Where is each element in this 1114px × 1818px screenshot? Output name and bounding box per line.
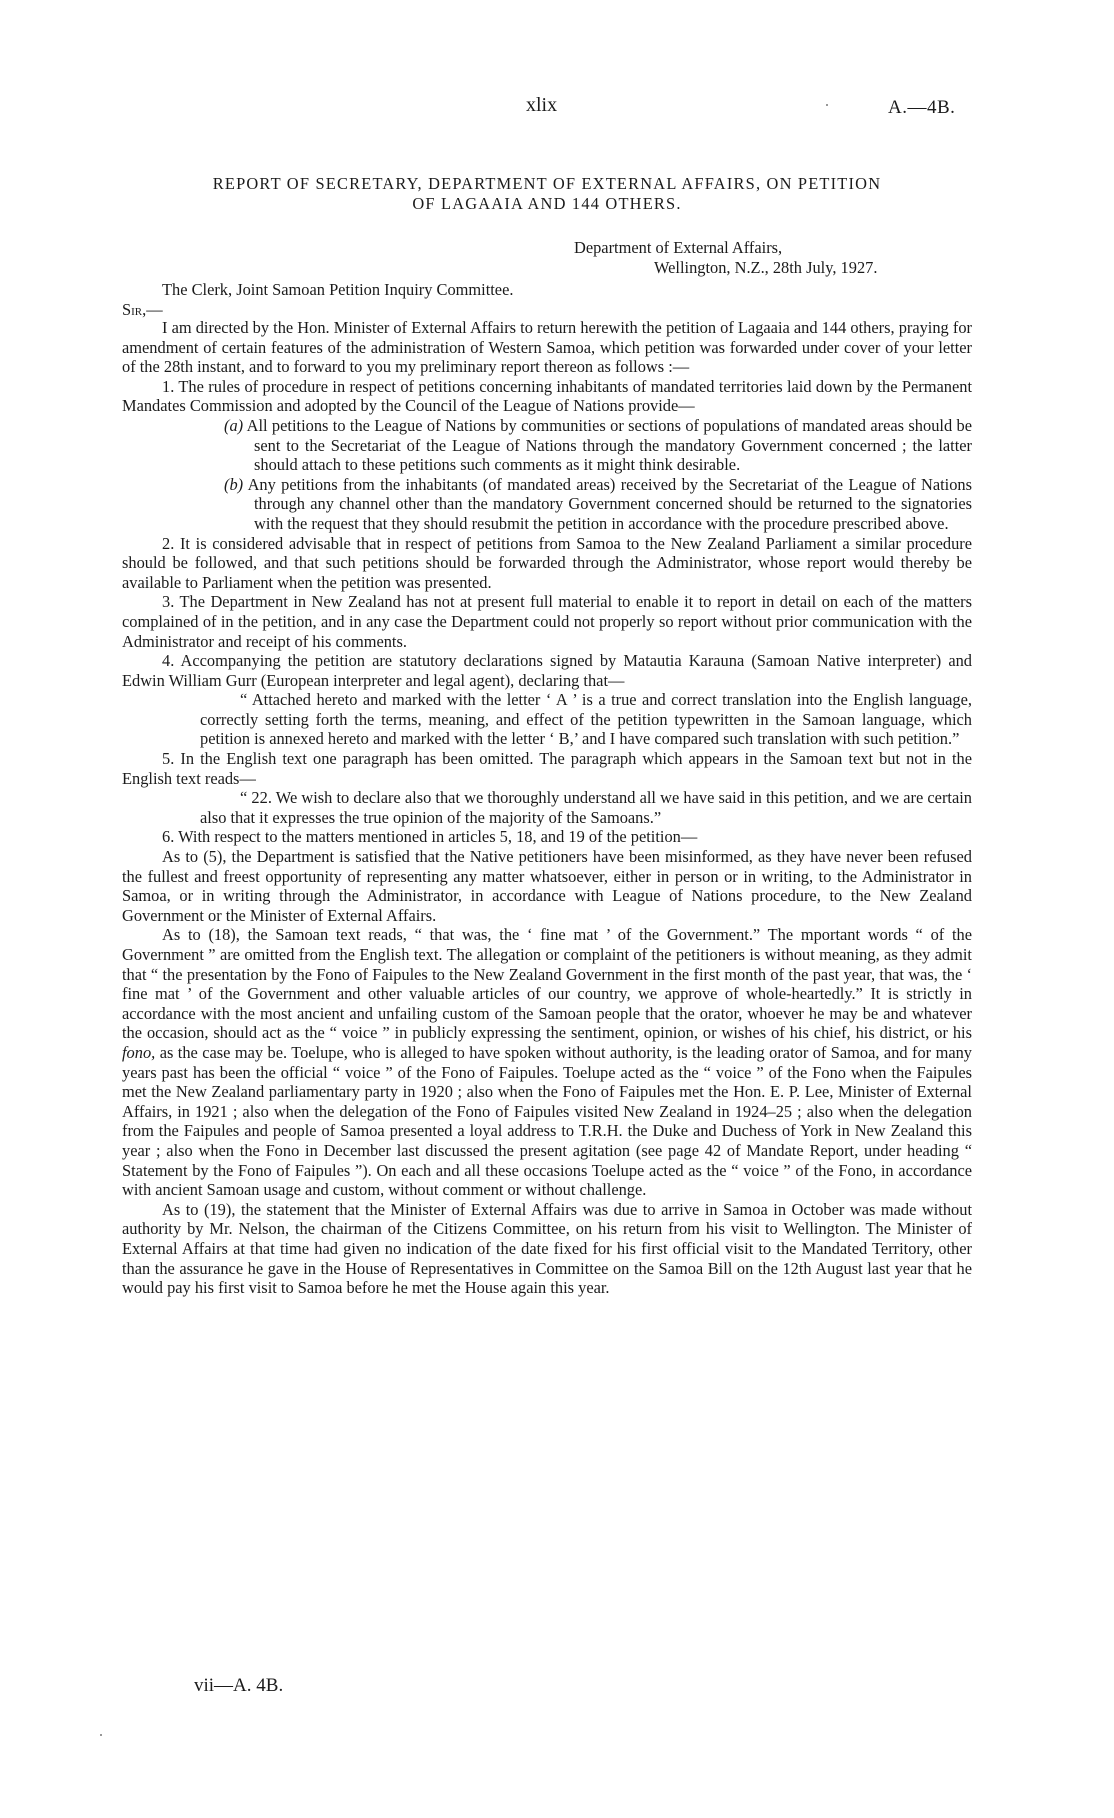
paragraph-5: 5. In the English text one paragraph has been omitted. The paragraph which appears in the Samoan text but not in the English text reads— [122,749,972,788]
addressee: The Clerk, Joint Samoan Petition Inquiry Committee. [162,280,514,299]
sub-item-a-label: (a) [224,415,244,435]
salutation: Sir,— [122,300,163,319]
sub-item-b-text: Any petitions from the inhabitants (of mandated areas) received by the Secretariat of the League of Nations through any channel other than the mandatory Government concerned should be returned to the signatories with the request that they should resubmit the petition in accordance with the procedure prescribed above. [247,474,972,533]
sub-item-a [200,416,972,475]
sender-address-line-2: Wellington, N.Z., 28th July, 1927. [654,258,878,277]
omitted-paragraph-quote: “ 22. We wish to declare also that we thoroughly understand all we have said in this petition, and we are certain also that it expresses the true opinion of the majority of the Samoans.” [200,788,972,827]
report-title-line-2: OF LAGAAIA AND 144 OTHERS. [412,194,682,213]
article-5-response: As to (5), the Department is satisfied that the Native petitioners have been misinformed, as they have never been refused the fullest and freest opportunity of representing any matter whatsoever, either in person or in writing, to the Administrator in Samoa, or in writing through the Administrator, in accordance with League of Nations procedure, to the New Zealand Government or the Minister of External Affairs. [122,847,972,925]
declaration-quote: “ Attached hereto and marked with the letter ‘ A ’ is a true and correct translation into the English language, correctly setting forth the terms, meaning, and effect of the petition typewritten in the Samoan language, which petition is annexed hereto and marked with the letter ‘ B,’ and I have compared such translation with such petition.” [200,690,972,749]
sub-item-a-text: All petitions to the League of Nations by communities or sections of populations of mandated areas should be sent to the Secretariat of the League of Nations through the mandatory Government concerned ; the latter should attach to these petitions such comments as it might think desirable. [246,415,972,475]
letter-body [122,318,972,1298]
sub-item-b [200,475,972,534]
article-18-text-a: As to (18), the Samoan text reads, “ that was, the ‘ fine mat ’ of the Government.” The mportant words “ of the Government ” are omitted from the English text. The allegation or complaint of the petitioners is without meaning, as they admit that “ the presentation by the Fono of Faipules to the New Zealand Government in the first month of the past year, that was, the ‘ fine mat ’ of the Government and other valuable articles of our country, we approve of whole-heartedly.” It is strictly in accordance with the most ancient and unfailing custom of the Samoan people that the orator, whoever he may be and whatever the occasion, should act as the “ voice ” in publicly expressing the sentiment, opinion, or wishes of his chief, his district, or his [122,925,972,1043]
intro-paragraph: I am directed by the Hon. Minister of External Affairs to return herewith the petition of Lagaaia and 144 others, praying for amendment of certain features of the administration of Western Samoa, which petition was forwarded under cover of your letter of the 28th instant, and to forward to you my preliminary report thereon as follows :— [122,318,972,377]
scan-speck [100,1734,102,1736]
page-number: xlix [526,94,558,116]
paragraph-4: 4. Accompanying the petition are statutory declarations signed by Matautia Karauna (Samoan Native interpreter) and Edwin William Gurr (European interpreter and legal agent), declaring that— [122,651,972,690]
scan-speck [826,104,828,106]
report-title [122,174,972,214]
sender-address-line-1: Department of External Affairs, [574,238,783,257]
article-19-response: As to (19), the statement that the Minister of External Affairs was due to arrive in Samoa in October was made without authority by Mr. Nelson, the chairman of the Citizens Committee, on his return from his visit to Wellington. The Minister of External Affairs at that time had given no indication of the date fixed for his first official visit to the Mandated Territory, other than the assurance he gave in the House of Representatives in Committee on the Samoa Bill on the 12th August last year that he would pay his first visit to Samoa before he met the House again this year. [122,1199,972,1298]
article-18-italic-term: fono, [122,1042,156,1062]
paragraph-6: 6. With respect to the matters mentioned in articles 5, 18, and 19 of the petition— [162,827,698,847]
document-reference: A.—4B. [888,97,956,118]
paragraph-3: 3. The Department in New Zealand has not at present full material to enable it to report in detail on each of the matters complained of in the petition, and in any case the Department could not properly so report without prior communication with the Administrator and receipt of his comments. [122,592,972,651]
article-18-response [122,925,972,1199]
report-title-line-1: REPORT OF SECRETARY, DEPARTMENT OF EXTERNAL AFFAIRS, ON PETITION [212,174,882,193]
paragraph-1: 1. The rules of procedure in respect of petitions concerning inhabitants of mandated territories laid down by the Permanent Mandates Commission and adopted by the Council of the League of Nations provide— [122,376,972,416]
sub-item-b-label: (b) [224,474,244,494]
article-18-text-b: as the case may be. Toelupe, who is alleged to have spoken without authority, is the leading orator of Samoa, and for many years past has been the official “ voice ” of the Fono of Faipules. Toelupe acted as the “ voice ” of the Fono when the Faipules met the New Zealand parliamentary party in 1920 ; also when the Fono of Faipules met the Hon. E. P. Lee, Minister of External Affairs, in 1921 ; also when the delegation of the Fono of Faipules visited New Zealand in 1924–25 ; also when the delegation from the Faipules and people of Samoa presented a loyal address to T.R.H. the Duke and Duchess of York in New Zealand this year ; also when the Fono in December last discussed the present agitation (see page 42 of Mandate Report, under heading “ Statement by the Fono of Faipules ”). On each and all these occasions Toelupe acted as the “ voice ” of the Fono, in accordance with ancient Samoan usage and custom, without comment or without challenge. [122,1042,972,1200]
signature-mark: vii—A. 4B. [194,1675,284,1696]
paragraph-2: 2. It is considered advisable that in respect of petitions from Samoa to the New Zealand Parliament a similar procedure should be followed, and that such petitions should be forwarded through the Administrator, whose report would thereby be available to Parliament when the petition was presented. [122,533,972,592]
